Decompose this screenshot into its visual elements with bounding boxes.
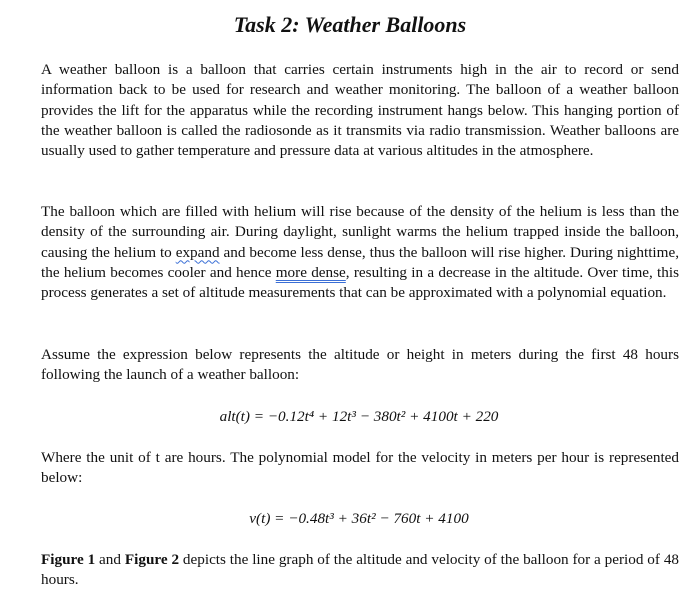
altitude-intro-paragraph: Assume the expression below represents the altitude or height in meters during the first 48 hours following the launch of a weather balloon: (41, 346, 679, 384)
page-title: Task 2: Weather Balloons (233, 12, 467, 37)
figures-and: and (95, 551, 125, 568)
velocity-intro-paragraph: Where the unit of t are hours. The polynomial model for the velocity in meters per hour is represented below: (41, 449, 679, 487)
helium-text-part1: The balloon which are filled with helium will rise because of the density of the helium is less than the density of the surrounding air. During daylight, sunlight warms the helium trapped inside the balloon, causing the helium to (41, 203, 679, 261)
figures-rest: depicts the line graph of the altitude and velocity of the balloon for a period of 48 hours. (41, 551, 680, 589)
figure1-ref: Figure 1 (41, 551, 96, 568)
figure2-ref: Figure 2 (124, 551, 180, 568)
altitude-equation-text: alt(t) = −0.12t⁴ + 12t³ − 380t² + 4100t + 220 (219, 408, 499, 425)
spelling-flag-expand: expand (175, 243, 220, 261)
velocity-equation-text: v(t) = −0.48t³ + 36t² − 760t + 4100 (249, 510, 469, 527)
helium-text-part2: and become less dense, thus the balloon will rise higher. During nighttime, the helium becomes cooler and hence (41, 243, 679, 281)
helium-paragraph (41, 202, 679, 303)
intro-paragraph: A weather balloon is a balloon that carries certain instruments high in the air to record or send information back to be used for research and weather monitoring. The balloon of a weather balloon provides the lift for the apparatus while the recording instrument hangs below. This hanging portion of the weather balloon is called the radiosonde as it transmits via radio transmission. Weather balloons are usually used to gather temperature and pressure data at various altitudes in the atmosphere. (41, 61, 679, 160)
grammar-flag-more-dense: more dense (275, 263, 346, 281)
figures-paragraph (41, 550, 679, 591)
altitude-equation (0, 407, 700, 427)
helium-text-part3: , resulting in a decrease in the altitude. Over time, this process generates a set of altitude measurements that can be approximated with a polynomial equation. (41, 263, 679, 302)
velocity-equation (0, 509, 700, 529)
